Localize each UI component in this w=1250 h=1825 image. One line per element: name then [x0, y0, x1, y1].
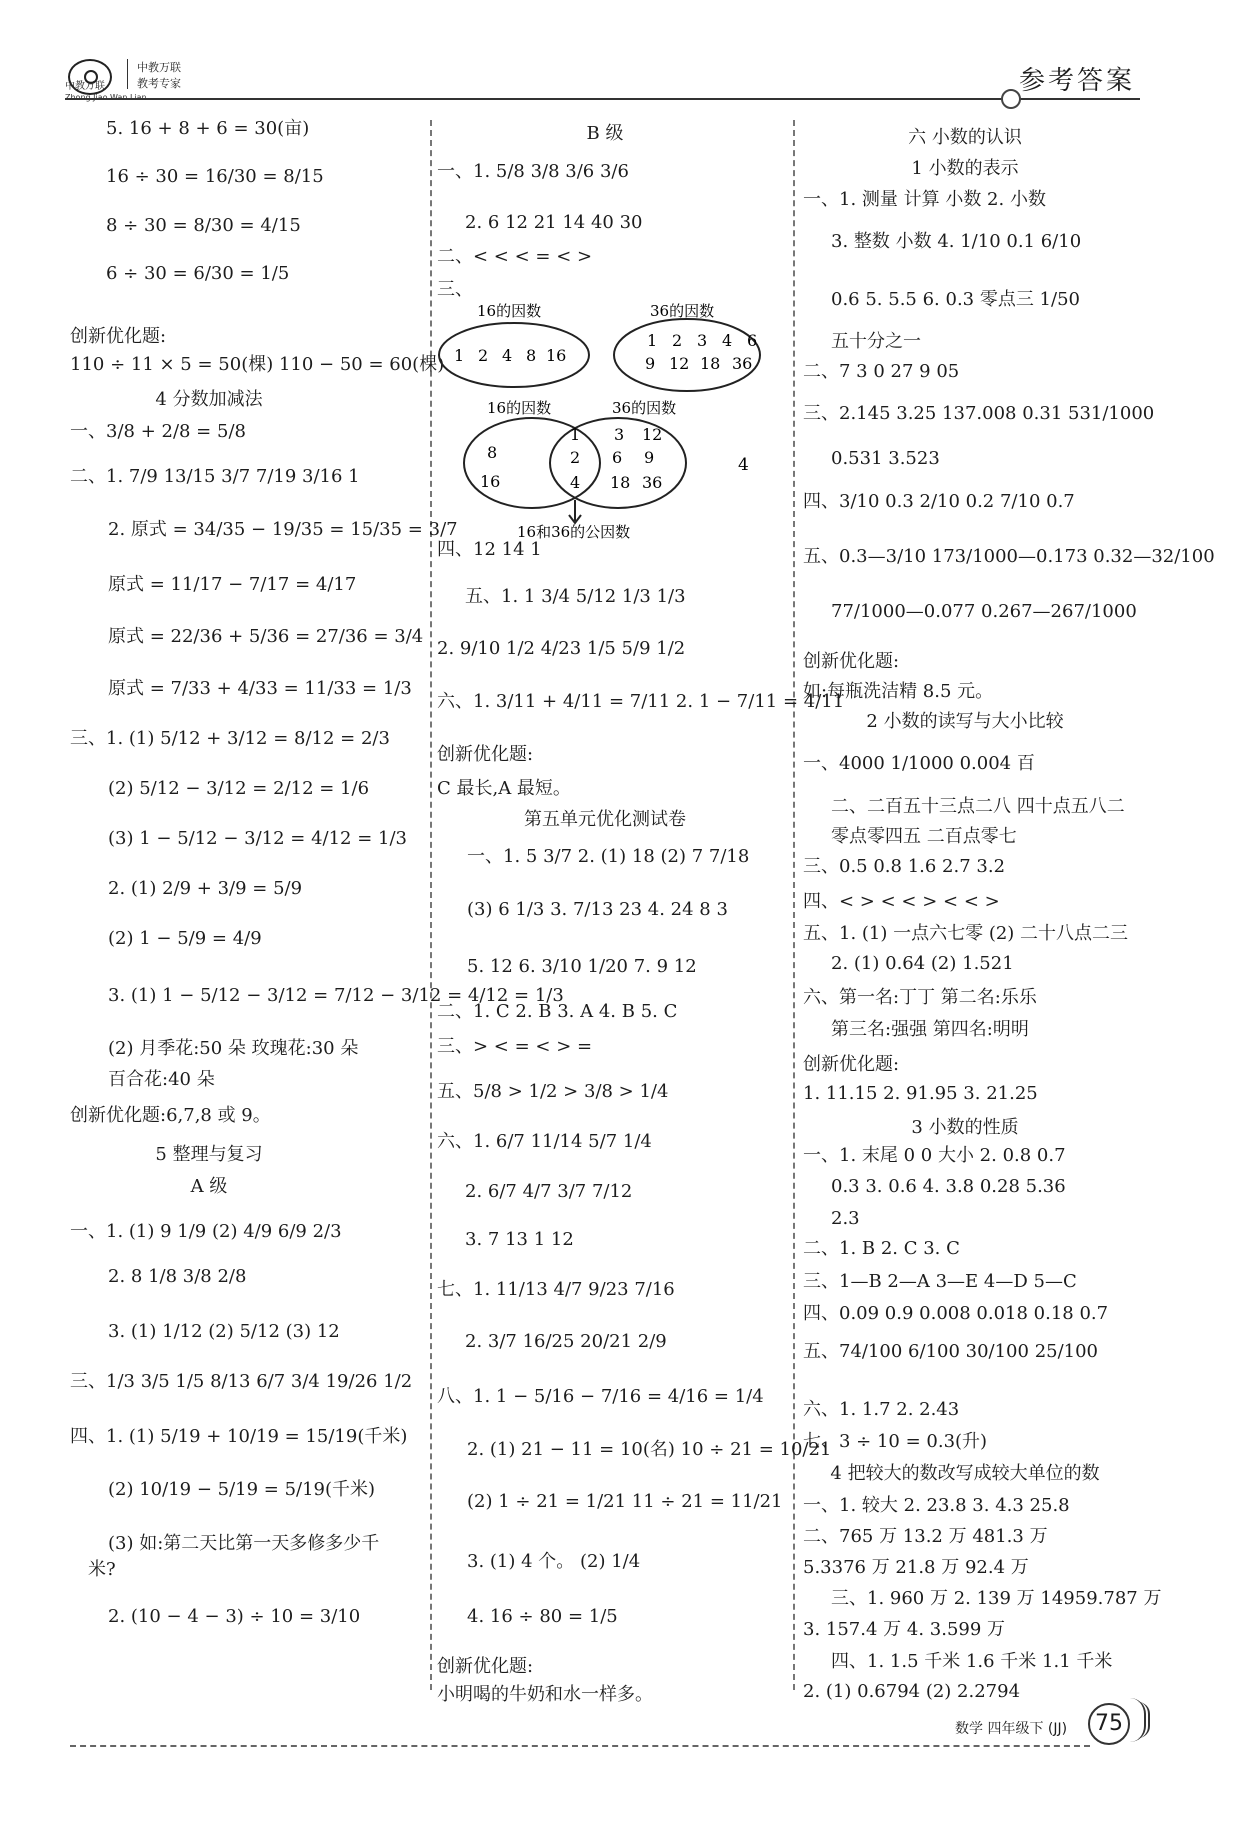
col3-line: 四、< > < < > < < >: [803, 891, 1000, 912]
page-number: 75: [1088, 1703, 1130, 1745]
col3-line: 1 小数的表示: [911, 158, 1019, 179]
page-header: [65, 55, 1145, 110]
col1-line: 2. (10 − 4 − 3) ÷ 10 = 3/10: [108, 1606, 361, 1627]
venn2-left-title: 16的因数: [487, 399, 552, 417]
col3-line: 三、0.5 0.8 1.6 2.7 3.2: [803, 856, 1006, 877]
venn1-right-item: 6: [747, 331, 758, 350]
col3-line: 二、7 3 0 27 9 05: [803, 361, 960, 382]
col2-line: 四、12 14 1: [437, 539, 542, 560]
col3-line: 三、1. 960 万 2. 139 万 14959.787 万: [831, 1588, 1162, 1609]
col3-line: 六 小数的认识: [908, 127, 1022, 148]
venn1-right-item: 3: [697, 331, 708, 350]
venn2-caption: 16和36的公因数: [517, 523, 631, 541]
col2-line: (2) 1 ÷ 21 = 1/21 11 ÷ 21 = 11/21: [467, 1491, 783, 1512]
col2-line: C 最长,A 最短。: [437, 778, 571, 799]
logo-text: 中教万联: [65, 81, 105, 92]
col1-line: 米?: [88, 1559, 116, 1580]
col1-line: 创新优化题:6,7,8 或 9。: [70, 1105, 271, 1126]
page-arc-inner: [1138, 1702, 1150, 1738]
venn1-left-item: 8: [526, 346, 537, 365]
col3-line: 二、二百五十三点二八 四十点五八二: [831, 796, 1125, 817]
col3-line: 五、74/100 6/100 30/100 25/100: [803, 1341, 1099, 1362]
col3-line: 2. (1) 0.6794 (2) 2.2794: [803, 1681, 1021, 1702]
col1-line: 三、1. (1) 5/12 + 3/12 = 8/12 = 2/3: [70, 728, 390, 749]
col3-line: 1. 11.15 2. 91.95 3. 21.25: [803, 1083, 1038, 1104]
col1-line: 110 ÷ 11 × 5 = 50(棵) 110 − 50 = 60(棵): [70, 354, 445, 375]
venn1-right-title: 36的因数: [650, 302, 715, 320]
venn1-left-title: 16的因数: [477, 302, 542, 320]
col3-line: 六、1. 1.7 2. 2.43: [803, 1399, 960, 1420]
col2-line: 七、1. 11/13 4/7 9/23 7/16: [437, 1279, 675, 1300]
footer-rule: [70, 1745, 1090, 1747]
col2-line: 六、1. 6/7 11/14 5/7 1/4: [437, 1131, 652, 1152]
col2-line: 3. 7 13 1 12: [465, 1229, 574, 1250]
venn1-right-item: 2: [672, 331, 683, 350]
col3-line: 一、1. 末尾 0 0 大小 2. 0.8 0.7: [803, 1145, 1066, 1166]
venn1-right-item: 18: [700, 354, 721, 373]
col3-line: 四、1. 1.5 千米 1.6 千米 1.1 千米: [831, 1651, 1113, 1672]
col1-line: 4 分数加减法: [155, 389, 263, 410]
col2-line: 一、1. 5 3/7 2. (1) 18 (2) 7 7/18: [467, 846, 750, 867]
col2-line: 三、> < = < > =: [437, 1036, 593, 1057]
venn2-common-item: 4: [570, 473, 581, 492]
col1-line: 二、1. 7/9 13/15 3/7 7/19 3/16 1: [70, 466, 360, 487]
col3-line: 五、1. (1) 一点六七零 (2) 二十八点二三: [803, 923, 1129, 944]
brand-line1: 中教万联: [137, 61, 181, 74]
col3-line: 2 小数的读写与大小比较: [866, 711, 1064, 732]
venn2-left-only-item: 8: [487, 443, 498, 462]
col2-line: 2. 9/10 1/2 4/23 1/5 5/9 1/2: [437, 638, 686, 659]
col3-line: 如:每瓶洗洁精 8.5 元。: [803, 681, 994, 702]
venn1-right-item: 4: [722, 331, 733, 350]
col1-line: 3. (1) 1/12 (2) 5/12 (3) 12: [108, 1321, 340, 1342]
col1-line: (3) 如:第二天比第一天多修多少千: [108, 1533, 380, 1554]
col1-line: 5 整理与复习: [155, 1144, 263, 1165]
col3-line: 2.3: [831, 1208, 860, 1229]
col3-line: 创新优化题:: [803, 1054, 900, 1075]
col3-line: 一、1. 较大 2. 23.8 3. 4.3 25.8: [803, 1495, 1070, 1516]
col2-line: 2. 6/7 4/7 3/7 7/12: [465, 1181, 633, 1202]
col3-line: 七、3 ÷ 10 = 0.3(升): [803, 1431, 988, 1452]
col3-line: 4 把较大的数改写成较大单位的数: [830, 1463, 1100, 1484]
col3-line: 创新优化题:: [803, 651, 900, 672]
col3-line: 2. (1) 0.64 (2) 1.521: [831, 953, 1014, 974]
venn2-right-only-item: 9: [644, 448, 655, 467]
col1-line: 2. 原式 = 34/35 − 19/35 = 15/35 = 3/7: [108, 519, 458, 540]
brand-separator: [127, 59, 128, 89]
venn1-left-item: 1: [454, 346, 465, 365]
col3-line: 五十分之一: [831, 331, 921, 352]
col2-line: 六、1. 3/11 + 4/11 = 7/11 2. 1 − 7/11 = 4/11: [437, 691, 845, 712]
col1-line: (2) 5/12 − 3/12 = 2/12 = 1/6: [108, 778, 370, 799]
col1-line: 2. (1) 2/9 + 3/9 = 5/9: [108, 878, 303, 899]
col3-line: 二、1. B 2. C 3. C: [803, 1238, 960, 1259]
col3-line: 一、4000 1/1000 0.004 百: [803, 753, 1035, 774]
col1-line: 一、3/8 + 2/8 = 5/8: [70, 421, 246, 442]
col1-line: A 级: [190, 1176, 228, 1197]
col3-line: 第三名:强强 第四名:明明: [831, 1019, 1029, 1040]
col1-line: 16 ÷ 30 = 16/30 = 8/15: [106, 166, 324, 187]
col1-line: (3) 1 − 5/12 − 3/12 = 4/12 = 1/3: [108, 828, 408, 849]
venn-diagram-common: [432, 395, 772, 545]
venn-diagram-separate: [432, 298, 772, 398]
col1-line: 3. (1) 1 − 5/12 − 3/12 = 7/12 − 3/12 = 4/12 = 1/3: [108, 985, 564, 1006]
venn1-right-item: 12: [669, 354, 690, 373]
col1-line: 5. 16 + 8 + 6 = 30(亩): [106, 118, 310, 139]
col1-line: 一、1. (1) 9 1/9 (2) 4/9 6/9 2/3: [70, 1221, 342, 1242]
col1-line: 原式 = 22/36 + 5/36 = 27/36 = 3/4: [108, 626, 424, 647]
col2-line: B 级: [586, 123, 624, 144]
col3-line: 0.3 3. 0.6 4. 3.8 0.28 5.36: [831, 1176, 1066, 1197]
col2-line: 5. 12 6. 3/10 1/20 7. 9 12: [467, 956, 697, 977]
col2-line: 五、1. 1 3/4 5/12 1/3 1/3: [465, 586, 686, 607]
venn1-left-item: 4: [502, 346, 513, 365]
venn2-left-only-item: 16: [480, 472, 501, 491]
venn2-right-only-item: 36: [642, 473, 663, 492]
venn2-side-value: 4: [738, 455, 749, 475]
header-rule: [65, 98, 1140, 100]
venn2-common-item: 1: [570, 425, 581, 444]
col1-line: 8 ÷ 30 = 8/30 = 4/15: [106, 215, 301, 236]
col2-line: 2. 6 12 21 14 40 30: [465, 212, 643, 233]
venn1-right-item: 36: [732, 354, 753, 373]
venn1-right-item: 9: [645, 354, 656, 373]
footer-subject: 数学 四年级下 (JJ): [955, 1721, 1068, 1737]
col1-line: 6 ÷ 30 = 6/30 = 1/5: [106, 263, 290, 284]
venn2-right-only-item: 12: [642, 425, 663, 444]
col3-line: 0.6 5. 5.5 6. 0.3 零点三 1/50: [831, 289, 1080, 310]
col1-line: 2. 8 1/8 3/8 2/8: [108, 1266, 247, 1287]
venn2-common-item: 2: [570, 448, 581, 467]
venn2-right-only-item: 18: [610, 473, 631, 492]
col2-line: 八、1. 1 − 5/16 − 7/16 = 4/16 = 1/4: [437, 1386, 764, 1407]
col2-line: (3) 6 1/3 3. 7/13 23 4. 24 8 3: [467, 899, 728, 920]
col1-line: 原式 = 11/17 − 7/17 = 4/17: [108, 574, 357, 595]
col3-line: 二、765 万 13.2 万 481.3 万: [803, 1526, 1048, 1547]
col2-line: 二、1. C 2. B 3. A 4. B 5. C: [437, 1001, 678, 1022]
col2-line: 一、1. 5/8 3/8 3/6 3/6: [437, 161, 629, 182]
col3-line: 3 小数的性质: [911, 1117, 1019, 1138]
col2-line: 二、< < < = < >: [437, 246, 593, 267]
col3-line: 三、1—B 2—A 3—E 4—D 5—C: [803, 1271, 1077, 1292]
col1-line: 创新优化题:: [70, 326, 167, 347]
col1-line: 四、1. (1) 5/19 + 10/19 = 15/19(千米): [70, 1426, 408, 1447]
col3-line: 四、3/10 0.3 2/10 0.2 7/10 0.7: [803, 491, 1075, 512]
col2-line: 创新优化题:: [437, 1656, 534, 1677]
col1-line: 百合花:40 朵: [108, 1069, 215, 1090]
venn1-left-item: 2: [478, 346, 489, 365]
col3-line: 五、0.3—3/10 173/1000—0.173 0.32—32/100: [803, 546, 1215, 567]
brand-line2: 教考专家: [137, 77, 181, 90]
col3-line: 3. 整数 小数 4. 1/10 0.1 6/10: [831, 231, 1082, 252]
col2-line: 3. (1) 4 个。 (2) 1/4: [467, 1551, 641, 1572]
col3-line: 3. 157.4 万 4. 3.599 万: [803, 1619, 1006, 1640]
col1-line: (2) 1 − 5/9 = 4/9: [108, 928, 262, 949]
col3-line: 三、2.145 3.25 137.008 0.31 531/1000: [803, 403, 1155, 424]
col3-line: 零点零四五 二百点零七: [831, 826, 1017, 847]
col1-line: 三、1/3 3/5 1/5 8/13 6/7 3/4 19/26 1/2: [70, 1371, 413, 1392]
col1-line: (2) 月季花:50 朵 玫瑰花:30 朵: [108, 1038, 359, 1059]
col3-line: 0.531 3.523: [831, 448, 940, 469]
col1-line: 原式 = 7/33 + 4/33 = 11/33 = 1/3: [108, 678, 412, 699]
col2-line: 第五单元优化测试卷: [524, 809, 686, 830]
col1-line: (2) 10/19 − 5/19 = 5/19(千米): [108, 1479, 376, 1500]
venn2-right-only-item: 6: [612, 448, 623, 467]
col2-line: 2. (1) 21 − 11 = 10(名) 10 ÷ 21 = 10/21: [467, 1439, 832, 1460]
col2-line: 2. 3/7 16/25 20/21 2/9: [465, 1331, 667, 1352]
col2-line: 创新优化题:: [437, 744, 534, 765]
venn2-right-title: 36的因数: [612, 399, 677, 417]
venn1-left-item: 16: [546, 346, 567, 365]
col2-line: 4. 16 ÷ 80 = 1/5: [467, 1606, 618, 1627]
col3-line: 77/1000—0.077 0.267—267/1000: [831, 601, 1137, 622]
col3-line: 5.3376 万 21.8 万 92.4 万: [803, 1557, 1029, 1578]
col2-line: 小明喝的牛奶和水一样多。: [437, 1684, 653, 1705]
col2-line: 五、5/8 > 1/2 > 3/8 > 1/4: [437, 1081, 669, 1102]
col3-line: 六、第一名:丁丁 第二名:乐乐: [803, 987, 1037, 1008]
col3-line: 四、0.09 0.9 0.008 0.018 0.18 0.7: [803, 1303, 1109, 1324]
venn2-right-only-item: 3: [614, 425, 625, 444]
venn1-right-item: 1: [647, 331, 658, 350]
col2-line: 三、: [437, 279, 473, 300]
page-title: 参考答案: [1018, 66, 1135, 96]
col3-line: 一、1. 测量 计算 小数 2. 小数: [803, 189, 1046, 210]
